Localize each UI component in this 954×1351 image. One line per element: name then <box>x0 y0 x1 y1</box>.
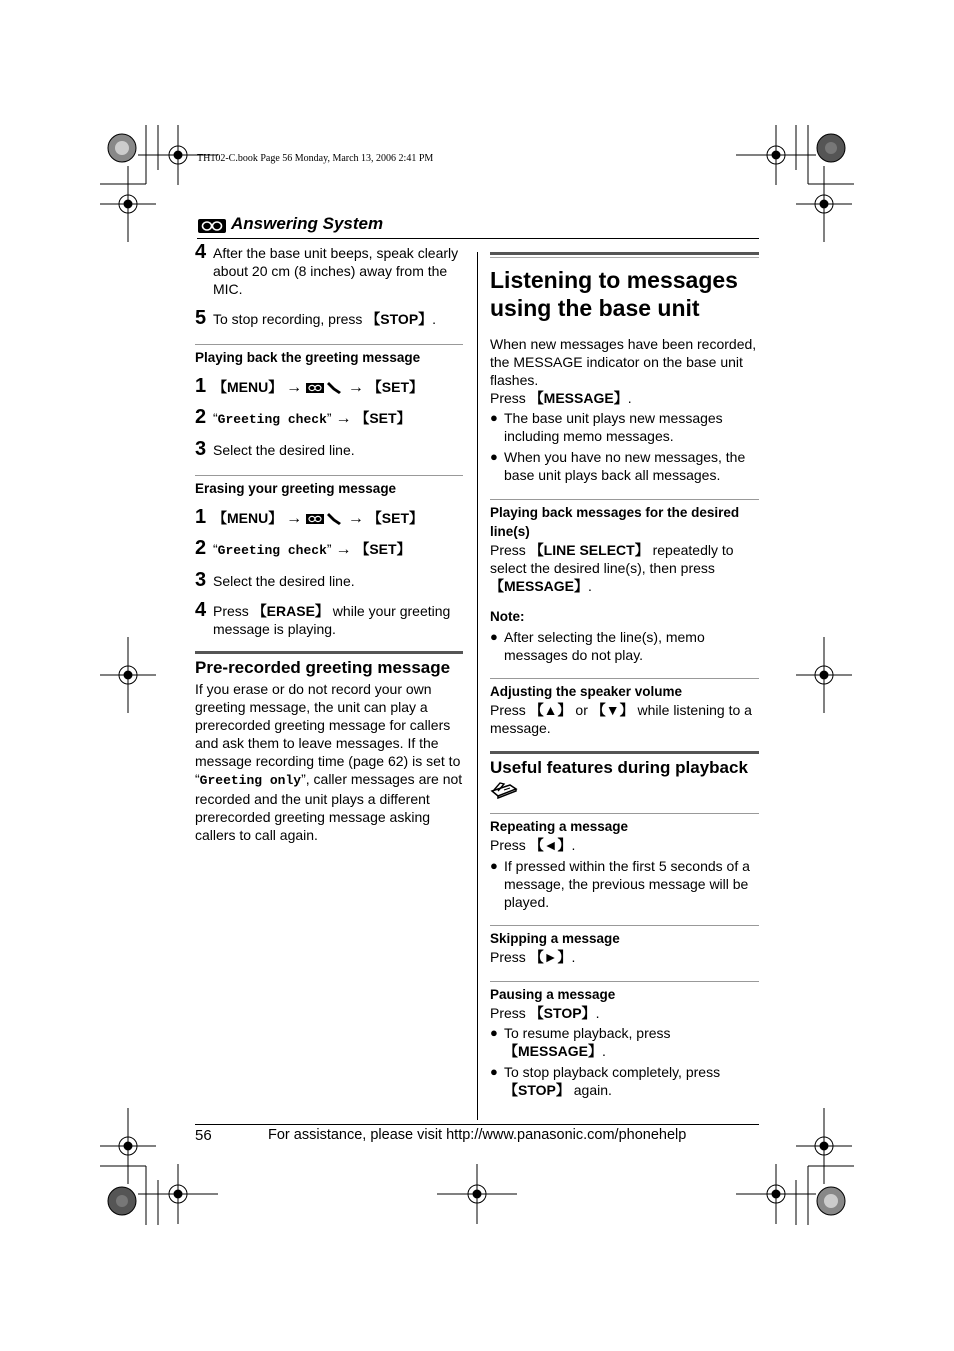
desired-line-section <box>490 499 759 595</box>
erasing-step-4: 4 Press 【ERASE】 while your greeting message is playing. <box>195 599 451 637</box>
column-divider <box>477 252 478 1120</box>
step-4-record: 4 After the base unit beeps, speak clearly about 20 cm (8 inches) away from the MIC. <box>195 241 459 297</box>
stop-key: 【STOP】 <box>366 311 433 327</box>
repeating-bullet: ● If pressed within the first 5 seconds of a message, the previous message will be played. <box>490 858 750 910</box>
note-bullet: ● After selecting the line(s), memo messages do not play. <box>490 629 705 663</box>
playing-back-step-3: 3 Select the desired line. <box>195 438 355 460</box>
left-column <box>195 241 463 844</box>
repeat-key: 【◄】 <box>529 837 572 853</box>
erasing-step-2: 2 “Greeting check” → 【SET】 <box>195 537 411 559</box>
tape-icon <box>197 218 227 234</box>
playing-back-step-2: 2 “Greeting check” → 【SET】 <box>195 406 411 428</box>
skip-key: 【►】 <box>529 949 572 965</box>
step-5-stop: 5 To stop recording, press 【STOP】. <box>195 307 437 329</box>
footer-rule <box>195 1124 759 1125</box>
listening-press: Press 【MESSAGE】. <box>490 390 632 406</box>
playing-back-step-1: 1 【MENU】 → → 【SET】 <box>195 375 424 397</box>
repeating-heading: Repeating a message <box>490 819 629 834</box>
skipping-section <box>490 925 759 966</box>
volume-heading: Adjusting the speaker volume <box>490 684 683 699</box>
message-key: 【MESSAGE】 <box>529 390 628 406</box>
volume-section <box>490 678 759 737</box>
stop-key: 【STOP】 <box>504 1082 570 1098</box>
line-select-key: 【LINE SELECT】 <box>529 542 649 558</box>
right-column <box>490 252 759 1099</box>
note-heading: Note: <box>490 609 525 624</box>
prerecorded-section <box>195 651 463 844</box>
pausing-bullet-2: ● To stop playback completely, press 【STOP】 again. <box>490 1064 721 1098</box>
listening-heading: Listening to messages using the base unit <box>490 267 738 321</box>
skipping-press: Press 【►】. <box>490 949 576 965</box>
section-header <box>197 212 759 239</box>
print-info: TH102-C.book Page 56 Monday, March 13, 2006 2:41 PM <box>197 153 434 164</box>
message-key: 【MESSAGE】 <box>490 578 589 594</box>
section-title: Answering System <box>231 214 384 233</box>
erasing-step-1: 1 【MENU】 → → 【SET】 <box>195 506 424 528</box>
erasing-heading: Erasing your greeting message <box>195 481 397 496</box>
stop-key: 【STOP】 <box>529 1005 596 1021</box>
pausing-bullet-1: ● To resume playback, press 【MESSAGE】. <box>490 1025 671 1059</box>
assistance-text: For assistance, please visit http://www.panasonic.com/phonehelp <box>268 1127 687 1143</box>
pausing-heading: Pausing a message <box>490 987 616 1002</box>
volume-down-key: 【▼】 <box>591 702 634 718</box>
useful-features-section <box>490 751 759 799</box>
erasing-section <box>195 475 463 638</box>
base-unit-icon <box>490 781 518 799</box>
listening-section <box>490 252 759 484</box>
volume-text: Press 【▲】 or 【▼】 while listening to a message. <box>490 702 752 736</box>
page-number: 56 <box>195 1127 212 1144</box>
desired-line-text: Press 【LINE SELECT】 repeatedly to select the desired line(s), then press 【MESSAGE】. <box>490 542 734 594</box>
pausing-section <box>490 981 759 1099</box>
answering-setup-icon <box>306 512 344 526</box>
repeating-press: Press 【◄】. <box>490 837 576 853</box>
note-section <box>490 607 759 664</box>
listening-intro: When new messages have been recorded, the MESSAGE indicator on the base unit flashes. <box>490 336 757 388</box>
desired-line-heading: Playing back messages for the desired line(s) <box>490 505 740 539</box>
prerecorded-text: If you erase or do not record your own greeting message, the unit can play a prerecorded greeting message for callers and ask them to leave messages. If the message recording time (page 62) is set to “Greeting only”, caller messages are not recorded and the unit plays a different prerecorded greeting message asking callers to call again. <box>195 681 463 843</box>
erase-key: 【ERASE】 <box>252 603 329 619</box>
playing-back-heading: Playing back the greeting message <box>195 350 421 365</box>
playing-back-section <box>195 344 463 459</box>
pausing-press: Press 【STOP】. <box>490 1005 600 1021</box>
erasing-step-3: 3 Select the desired line. <box>195 569 355 591</box>
message-key: 【MESSAGE】 <box>504 1043 603 1059</box>
listening-bullet-1: ● The base unit plays new messages including memo messages. <box>490 410 723 444</box>
useful-features-heading: Useful features during playback <box>490 758 748 777</box>
skipping-heading: Skipping a message <box>490 931 620 946</box>
prerecorded-heading: Pre-recorded greeting message <box>195 658 451 677</box>
answering-setup-icon <box>306 381 344 395</box>
listening-bullet-2: ● When you have no new messages, the base unit plays back all messages. <box>490 449 746 483</box>
repeating-section <box>490 813 759 911</box>
volume-up-key: 【▲】 <box>529 702 572 718</box>
